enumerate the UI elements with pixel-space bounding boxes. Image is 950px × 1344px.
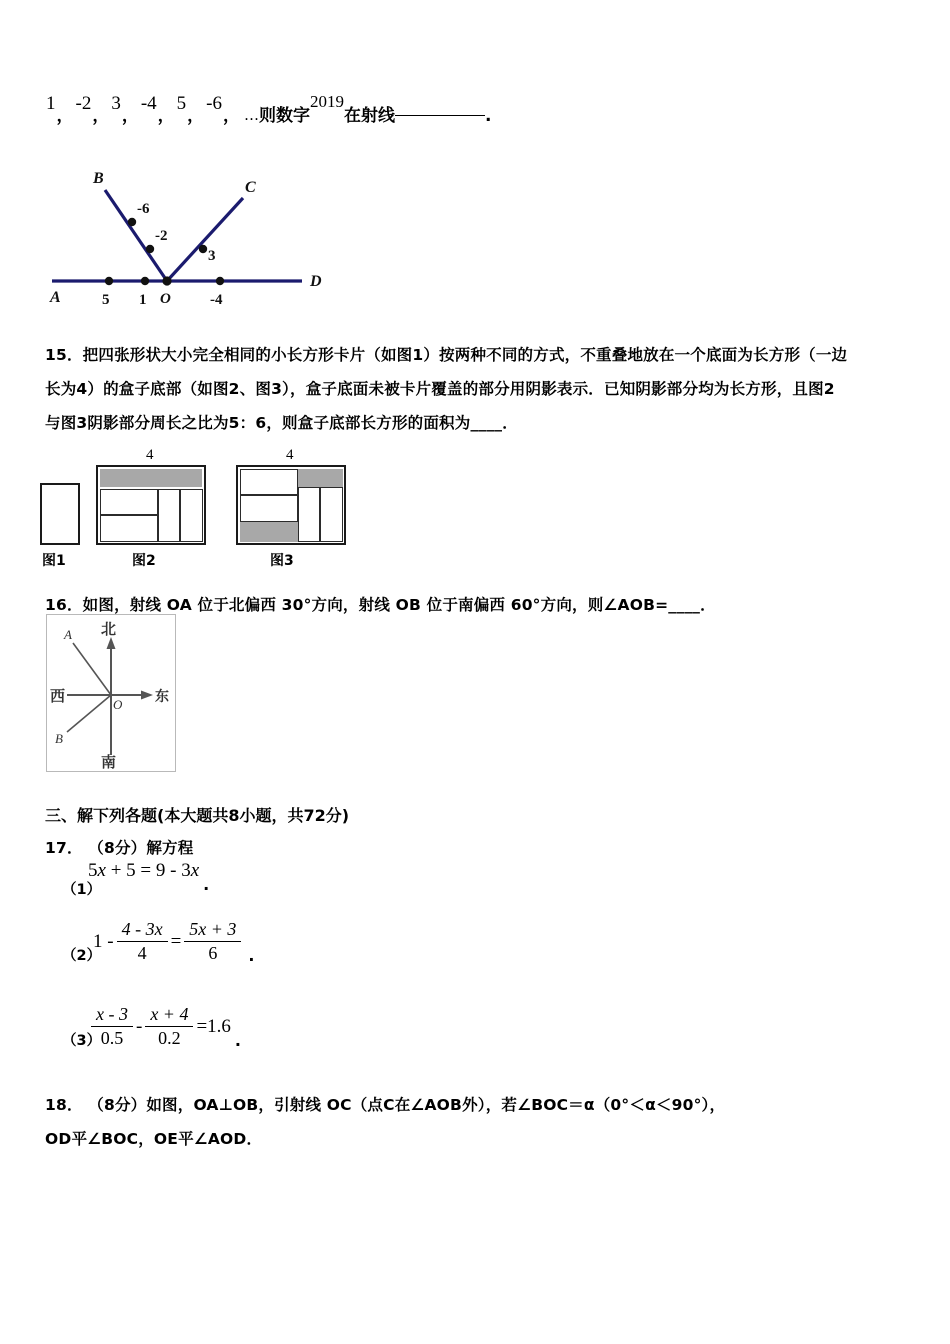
sequence-tail-suffix: 在射线 bbox=[343, 106, 395, 126]
value-label-1: 1 bbox=[139, 292, 147, 308]
equation-1-body bbox=[88, 860, 210, 894]
equation-1-label: （1） bbox=[62, 882, 102, 898]
question-15-line-1: 15．把四张形状大小完全相同的小长方形卡片（如图1）按两种不同的方式，不重叠地放在一个底面为长方形（一边 bbox=[45, 346, 848, 364]
value-label-minus6: -6 bbox=[137, 201, 150, 217]
question-18-line-1: 18． （8分）如图，OA⊥OB，引射线 OC（点C在∠AOB外），若∠BOC＝α（0°＜α＜90°）， bbox=[45, 1096, 726, 1114]
point-O bbox=[162, 276, 171, 285]
eq3-fraction-left bbox=[91, 1004, 133, 1049]
compass-svg bbox=[47, 615, 175, 771]
figure-3-card-4 bbox=[320, 487, 343, 542]
label-north: 北 bbox=[101, 620, 117, 638]
value-label-3: 3 bbox=[208, 248, 216, 264]
eq1-right-start: 9 - bbox=[155, 860, 177, 881]
label-east: 东 bbox=[155, 689, 169, 705]
figure-3-shaded-region-top bbox=[298, 469, 343, 487]
figure-2-card-1 bbox=[100, 489, 158, 515]
rectangle-card-figures bbox=[38, 447, 368, 570]
sequence-number-6: -6 bbox=[206, 93, 222, 114]
figure-2-box bbox=[96, 465, 206, 545]
sequence-tail-prefix: 则数字 bbox=[258, 106, 310, 126]
figure-2-width-label: 4 bbox=[146, 447, 154, 463]
eq3-equals: =1.6 bbox=[196, 1015, 231, 1037]
sequence-comma: ， bbox=[92, 106, 110, 126]
eq1-right-var: x bbox=[190, 860, 200, 881]
number-ray-svg bbox=[40, 160, 345, 320]
answer-blank[interactable] bbox=[395, 101, 485, 116]
eq2-frac2-denominator: 6 bbox=[184, 941, 241, 964]
equation-2-body bbox=[93, 919, 255, 965]
point-minus2 bbox=[146, 245, 154, 253]
point-3 bbox=[199, 245, 207, 253]
value-label-5: 5 bbox=[102, 292, 110, 308]
value-label-minus2: -2 bbox=[155, 228, 168, 244]
label-O: O bbox=[160, 291, 171, 307]
figure-3-card-2 bbox=[240, 495, 298, 522]
question-15-line-3: 与图3阴影部分周长之比为5：6，则盒子底部长方形的面积为____． bbox=[45, 414, 518, 432]
east-arrow-head bbox=[141, 691, 153, 700]
equation-3-body bbox=[88, 1004, 241, 1050]
eq1-right-coefficient: 3 bbox=[181, 860, 191, 881]
sequence-comma: ， bbox=[56, 106, 74, 126]
sequence-comma: ， bbox=[187, 106, 205, 126]
sequence-number-2: -2 bbox=[75, 93, 92, 114]
figure-2-card-4 bbox=[180, 489, 203, 542]
equation-2-label: （2） bbox=[62, 948, 102, 964]
eq3-frac1-numerator: x - 3 bbox=[96, 1004, 128, 1024]
eq2-fraction-left bbox=[117, 919, 168, 964]
label-south: 南 bbox=[101, 753, 117, 771]
sequence-number-3: 3 bbox=[111, 93, 121, 114]
label-ray-b: B bbox=[55, 731, 63, 746]
point-1 bbox=[141, 277, 149, 285]
sequence-period: . bbox=[484, 106, 492, 126]
label-A: A bbox=[50, 289, 61, 306]
eq3-minus: - bbox=[135, 1015, 143, 1037]
eq1-left-rest: + 5 = bbox=[110, 860, 152, 881]
figure-3-width-label: 4 bbox=[286, 447, 294, 463]
figure-1-caption: 图1 bbox=[42, 553, 66, 569]
sequence-number-5: 5 bbox=[176, 93, 187, 114]
label-D: D bbox=[310, 273, 322, 290]
figure-3-card-3 bbox=[298, 487, 320, 542]
eq3-frac2-numerator: x + 4 bbox=[150, 1004, 189, 1024]
figure-3-caption: 图3 bbox=[270, 553, 294, 569]
figure-3-box bbox=[236, 465, 346, 545]
eq2-frac1-denominator: 4 bbox=[117, 941, 168, 964]
sequence-number-4: -4 bbox=[140, 93, 157, 114]
eq3-fraction-right bbox=[145, 1004, 193, 1049]
north-arrow-head bbox=[107, 637, 116, 649]
eq2-period: . bbox=[248, 945, 255, 965]
equation-3-label: （3） bbox=[62, 1033, 102, 1049]
compass-direction-figure bbox=[46, 614, 176, 772]
question-18-line-2: OD平∠BOC，OE平∠AOD． bbox=[45, 1130, 263, 1148]
figure-3-card-1 bbox=[240, 469, 298, 495]
eq1-period: . bbox=[203, 875, 210, 894]
question-17-header: 17． （8分）解方程 bbox=[45, 839, 194, 857]
eq3-period: . bbox=[234, 1030, 241, 1050]
sequence-question-line bbox=[46, 92, 926, 140]
figure-1-card bbox=[40, 483, 80, 545]
question-15-line-2: 长为4）的盒子底部（如图2、图3），盒子底面未被卡片覆盖的部分用阴影表示．已知阴影部分均为长方形，且图2 bbox=[45, 380, 835, 398]
eq1-left-var: x bbox=[97, 860, 106, 881]
label-C: C bbox=[245, 179, 256, 196]
sequence-comma: ， bbox=[222, 106, 240, 126]
sequence-ellipsis: … bbox=[243, 106, 259, 124]
eq2-frac2-numerator: 5x + 3 bbox=[189, 919, 237, 939]
label-B: B bbox=[93, 170, 104, 187]
sequence-superscript: 2019 bbox=[309, 92, 344, 111]
number-ray-figure bbox=[40, 160, 345, 320]
eq3-frac1-denominator: 0.5 bbox=[91, 1026, 133, 1049]
point-minus6 bbox=[128, 218, 136, 226]
figure-2-shaded-region bbox=[100, 469, 202, 487]
figure-2-card-3 bbox=[158, 489, 180, 542]
eq3-frac2-denominator: 0.2 bbox=[145, 1026, 193, 1049]
figure-2-caption: 图2 bbox=[132, 553, 156, 569]
question-16-text: 16．如图，射线 OA 位于北偏西 30°方向，射线 OB 位于南偏西 60°方向，则∠AOB=____． bbox=[45, 596, 716, 614]
eq2-fraction-right bbox=[184, 919, 241, 964]
ray-OB bbox=[67, 695, 111, 732]
eq2-equals: = bbox=[170, 930, 182, 952]
point-5 bbox=[105, 277, 113, 285]
sequence-comma: ， bbox=[157, 106, 175, 126]
figure-2-card-2 bbox=[100, 515, 158, 542]
section-3-heading: 三、解下列各题(本大题共8小题，共72分) bbox=[45, 806, 350, 825]
ray-OA bbox=[73, 643, 111, 695]
point-minus4 bbox=[216, 277, 224, 285]
label-west: 西 bbox=[50, 687, 66, 705]
sequence-comma: ， bbox=[121, 106, 139, 126]
eq2-frac1-numerator: 4 - 3x bbox=[121, 919, 163, 939]
eq1-left-coefficient: 5 bbox=[88, 860, 98, 881]
label-origin: O bbox=[113, 697, 123, 712]
figure-3-shaded-region-bottom bbox=[240, 522, 298, 542]
sequence-number-1: 1 bbox=[46, 93, 56, 114]
ray-OC bbox=[167, 198, 243, 281]
eq2-lead: 1 - bbox=[93, 930, 114, 952]
label-ray-a: A bbox=[64, 627, 72, 642]
value-label-minus4: -4 bbox=[210, 292, 223, 308]
